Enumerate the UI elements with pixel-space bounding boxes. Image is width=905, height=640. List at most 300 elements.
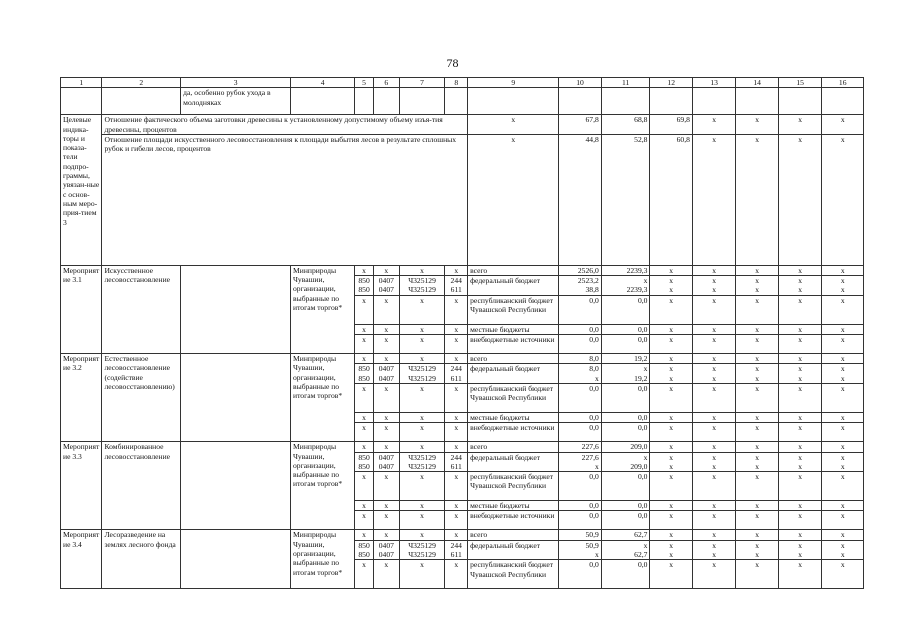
table-cell: x [778,335,822,354]
table-cell: x [650,354,692,364]
table-cell: всего [468,354,559,364]
cell-line: x [669,285,674,295]
column-number-6: 6 [373,78,399,88]
table-cell [736,364,778,384]
cell-line: x [840,373,845,383]
cell-line: 0407 [378,540,394,550]
cell-line: 2523,2 [577,276,599,286]
table-cell: x [373,383,399,412]
table-cell [355,540,374,560]
table-cell: x [822,383,864,412]
table-cell: x [355,412,374,422]
cell-line: 209,0 [630,461,648,471]
table-cell [445,364,468,384]
table-cell [736,88,778,115]
event-row-total [61,530,864,540]
cell-line: 50,9 [585,540,599,550]
table-cell: 0,0 [559,295,601,324]
table-cell: x [736,511,778,530]
table-cell: x [399,324,445,334]
table-cell [399,364,445,384]
cell-line: x [669,550,674,560]
table-cell: 0,0 [559,324,601,334]
table-cell: федеральный бюджет [468,540,559,560]
table-cell: x [736,295,778,324]
table-cell [692,364,736,384]
table-cell: x [692,265,736,275]
table-cell: 0,0 [559,560,601,589]
table-cell [373,364,399,384]
column-number-13: 13 [692,78,736,88]
cell-line: x [840,276,845,286]
column-number-2: 2 [102,78,181,88]
table-cell: x [445,412,468,422]
table-cell: x [445,354,468,364]
cell-line: x [669,364,674,374]
cell-line: x [840,540,845,550]
table-cell [736,452,778,472]
table-cell: x [778,115,822,135]
table-cell: x [650,265,692,275]
event-label: Мероприятие 3.3 [61,442,102,530]
table-cell: x [778,383,822,412]
cell-line: x [712,364,717,374]
table-cell: 19,2 [601,354,650,364]
table-cell: 0,0 [601,511,650,530]
table-cell: x [445,442,468,452]
table-cell: 0,0 [601,295,650,324]
event-row-total [61,442,864,452]
table-cell [61,88,102,115]
cell-line: x [798,285,803,295]
table-cell: x [822,115,864,135]
table-cell: 0,0 [601,472,650,501]
event-label: Мероприятие 3.2 [61,354,102,442]
cell-line: 611 [450,373,462,383]
target-row [61,115,864,135]
table-cell: x [445,501,468,511]
table-cell: всего [468,265,559,275]
cell-line: 0407 [378,461,394,471]
table-cell: x [355,442,374,452]
table-cell: x [736,383,778,412]
table-cell: x [445,472,468,501]
cell-line: 850 [358,364,370,374]
table-cell: местные бюджеты [468,412,559,422]
table-cell: 0,0 [601,423,650,442]
table-cell: x [650,530,692,540]
table-cell: x [778,134,822,265]
cell-line: x [755,452,760,462]
cell-line: x [798,452,803,462]
table-cell: 0,0 [559,423,601,442]
cell-line: 850 [358,285,370,295]
table-cell: x [736,324,778,334]
table-cell: x [778,530,822,540]
table-cell: x [355,472,374,501]
column-number-1: 1 [61,78,102,88]
cell-line: 850 [358,373,370,383]
event-label: Мероприятие 3.1 [61,265,102,353]
table-cell: x [692,295,736,324]
cell-line: x [712,452,717,462]
column-number-8: 8 [445,78,468,88]
table-cell: x [778,295,822,324]
table-cell: x [822,335,864,354]
table-cell: x [373,265,399,275]
table-cell: x [736,335,778,354]
table-cell [736,276,778,296]
event-responsible: Минприроды Чувашии, организации, выбранные по итогам торгов* [291,354,355,442]
cell-line: x [840,452,845,462]
cell-line: x [840,461,845,471]
cell-line: 850 [358,550,370,560]
table-cell: x [399,265,445,275]
table-cell: x [445,324,468,334]
table-cell: x [778,472,822,501]
table-cell: 44,8 [559,134,601,265]
table-cell [822,452,864,472]
table-cell: x [692,383,736,412]
cell-line: 244 [450,452,462,462]
table-cell: x [650,412,692,422]
table-cell: x [650,383,692,412]
table-cell: 60,8 [650,134,692,265]
cell-line: x [712,373,717,383]
table-cell: x [445,295,468,324]
table-cell: x [399,412,445,422]
table-cell: x [692,442,736,452]
table-cell: местные бюджеты [468,501,559,511]
event-name: Комбинированное лесовосстановление [102,442,181,530]
target-text: Отношение фактического объема заготовки древесины к установленному допустимому объему изъя-тия древесины, процентов [102,115,468,135]
table-cell: x [650,472,692,501]
column-number-10: 10 [559,78,601,88]
table-cell [692,540,736,560]
table-cell: федеральный бюджет [468,276,559,296]
table-cell: x [355,530,374,540]
table-cell: x [399,442,445,452]
table-cell: x [355,324,374,334]
table-cell [445,540,468,560]
table-cell: республиканский бюджет Чувашской Республики [468,383,559,412]
table-cell: x [650,335,692,354]
cell-line: x [798,364,803,374]
cell-line: x [755,373,760,383]
table-cell: x [373,354,399,364]
table-cell: x [399,354,445,364]
table-cell: x [822,423,864,442]
table-cell: x [778,423,822,442]
table-cell: 0,0 [559,472,601,501]
table-cell: федеральный бюджет [468,364,559,384]
table-cell [468,88,559,115]
cell-line: 244 [450,540,462,550]
table-cell: x [822,354,864,364]
event-responsible: Минприроды Чувашии, организации, выбранные по итогам торгов* [291,265,355,353]
table-cell: x [355,511,374,530]
cell-line: x [798,550,803,560]
cell-line: 244 [450,364,462,374]
table-cell: 2239,3 [601,265,650,275]
table-cell: x [355,501,374,511]
cell-line: Ч325129 [408,550,436,560]
table-cell [692,452,736,472]
table-cell: x [778,501,822,511]
table-cell: x [778,442,822,452]
table-cell: x [736,115,778,135]
cell-line: x [755,276,760,286]
table-cell: x [736,560,778,589]
cell-line: Ч325129 [408,285,436,295]
table-cell: x [778,354,822,364]
cell-line: x [643,452,648,462]
cell-line: Ч325129 [408,364,436,374]
table-cell [601,276,650,296]
table-cell [399,88,445,115]
cell-line: x [840,550,845,560]
cell-line: 611 [450,550,462,560]
table-cell: x [692,472,736,501]
table-cell [399,276,445,296]
table-cell: x [692,560,736,589]
table-cell [650,452,692,472]
table-cell [692,88,736,115]
table-cell [601,452,650,472]
table-cell: 8,0 [559,354,601,364]
event-label: Мероприятие 3.4 [61,530,102,589]
table-cell: x [445,511,468,530]
table-cell: x [373,472,399,501]
table-cell: всего [468,442,559,452]
table-cell: x [373,442,399,452]
table-cell: x [650,442,692,452]
table-cell: x [650,501,692,511]
column-number-7: 7 [399,78,445,88]
table-cell: x [736,354,778,364]
cell-line: 850 [358,452,370,462]
table-cell: 227,6 [559,442,601,452]
cell-line: x [755,540,760,550]
table-cell [399,452,445,472]
target-text: Отношение площади искусственного лесовосстановления к площади выбытия лесов в результате сплошных рубок и гибели лесов, процентов [102,134,468,265]
column-number-5: 5 [355,78,374,88]
cell-line: x [755,285,760,295]
table-cell [778,88,822,115]
table-cell: x [373,511,399,530]
table-cell [445,276,468,296]
table-cell: 0,0 [601,412,650,422]
table-cell: 0,0 [601,560,650,589]
table-cell: x [822,412,864,422]
table-cell [181,530,291,589]
table-cell [181,265,291,353]
cell-line: x [840,285,845,295]
column-number-11: 11 [601,78,650,88]
cell-line: 850 [358,461,370,471]
table-cell [778,540,822,560]
table-cell: x [399,295,445,324]
table-cell: 62,7 [601,530,650,540]
table-cell: внебюджетные источники [468,335,559,354]
event-name: Естественное лесовосстановление (содействие лесовосстановлению) [102,354,181,442]
table-cell [822,88,864,115]
cell-line: x [798,540,803,550]
table-cell [650,364,692,384]
table-cell: x [399,383,445,412]
column-number-9: 9 [468,78,559,88]
page-number: 78 [446,56,459,70]
table-cell: республиканский бюджет Чувашской Республики [468,295,559,324]
table-cell [291,88,355,115]
table-cell: x [692,335,736,354]
table-cell: 0,0 [601,324,650,334]
table-cell [373,276,399,296]
column-number-4: 4 [291,78,355,88]
table-cell: x [445,530,468,540]
table-cell: x [822,295,864,324]
cell-line: 19,2 [634,373,648,383]
cell-line: x [594,550,599,560]
table-cell: x [650,560,692,589]
table-cell: федеральный бюджет [468,452,559,472]
table-cell: x [692,324,736,334]
table-cell [650,88,692,115]
cell-line: 38,8 [585,285,599,295]
continuation-row [61,88,864,115]
table-cell [181,354,291,442]
table-cell: 0,0 [559,335,601,354]
table-cell: 209,0 [601,442,650,452]
table-cell: x [778,511,822,530]
table-cell: x [736,134,778,265]
cell-line: Ч325129 [408,452,436,462]
table-cell: x [445,423,468,442]
table-cell: x [822,134,864,265]
table-cell: x [355,383,374,412]
table-cell: x [692,423,736,442]
table-cell: x [373,295,399,324]
table-cell [650,540,692,560]
event-row-total [61,265,864,275]
table-cell: x [373,423,399,442]
cell-line: 0407 [378,550,394,560]
table-cell: x [399,560,445,589]
table-cell: x [373,501,399,511]
event-responsible: Минприроды Чувашии, организации, выбранные по итогам торгов* [291,442,355,530]
table-cell: x [822,560,864,589]
cell-line: x [755,461,760,471]
table-cell: 0,0 [559,412,601,422]
cell-line: x [712,461,717,471]
table-cell: x [399,423,445,442]
table-cell: 50,9 [559,530,601,540]
cell-line: x [798,373,803,383]
table-cell: x [355,560,374,589]
table-cell: x [468,134,559,265]
table-cell [373,452,399,472]
table-cell: x [355,335,374,354]
cell-line: 8,0 [589,364,599,374]
table-cell: x [778,324,822,334]
table-cell [559,88,601,115]
table-cell: x [373,335,399,354]
table-cell [778,276,822,296]
table-cell [445,452,468,472]
column-number-15: 15 [778,78,822,88]
table-cell: x [468,115,559,135]
table-cell: x [650,295,692,324]
table-cell [778,452,822,472]
table-cell: 0,0 [601,335,650,354]
table-cell [822,364,864,384]
cell-line: x [594,461,599,471]
cell-line: x [669,276,674,286]
cell-line: x [669,373,674,383]
cell-line: x [755,550,760,560]
cell-line: x [669,461,674,471]
cell-line: x [643,276,648,286]
table-cell [373,88,399,115]
table-cell [559,540,601,560]
cell-line: 850 [358,540,370,550]
table-cell: x [399,472,445,501]
table-cell [559,452,601,472]
table-cell [822,276,864,296]
cell-line: x [643,364,648,374]
table-cell: x [399,501,445,511]
table-cell [601,540,650,560]
column-number-16: 16 [822,78,864,88]
cell-line: x [712,540,717,550]
cell-line: 244 [450,276,462,286]
table-cell: x [692,530,736,540]
table-cell: x [736,530,778,540]
table-cell: x [399,511,445,530]
event-name: Лесоразведение на землях лесного фонда [102,530,181,589]
cell-line: Ч325129 [408,373,436,383]
table-cell: x [736,412,778,422]
table-cell: x [692,511,736,530]
table-cell: x [445,560,468,589]
table-cell: x [373,412,399,422]
table-cell: республиканский бюджет Чувашской Республики [468,472,559,501]
header-row [61,78,864,88]
event-row-total [61,354,864,364]
table-cell: 69,8 [650,115,692,135]
table-cell: x [355,354,374,364]
table-cell [601,88,650,115]
table-cell [778,364,822,384]
table-cell: x [373,560,399,589]
budget-table [60,77,864,589]
table-cell [102,88,181,115]
table-cell: x [692,501,736,511]
cell-line: x [669,452,674,462]
table-cell: x [736,423,778,442]
table-cell: x [778,412,822,422]
cell-line: 611 [450,461,462,471]
table-cell: x [399,530,445,540]
cell-line: x [798,276,803,286]
table-cell: 67,8 [559,115,601,135]
column-number-3: 3 [181,78,291,88]
cell-line: x [712,550,717,560]
cell-line: x [755,364,760,374]
table-cell [559,276,601,296]
table-cell [650,276,692,296]
event-responsible: Минприроды Чувашии, организации, выбранные по итогам торгов* [291,530,355,589]
